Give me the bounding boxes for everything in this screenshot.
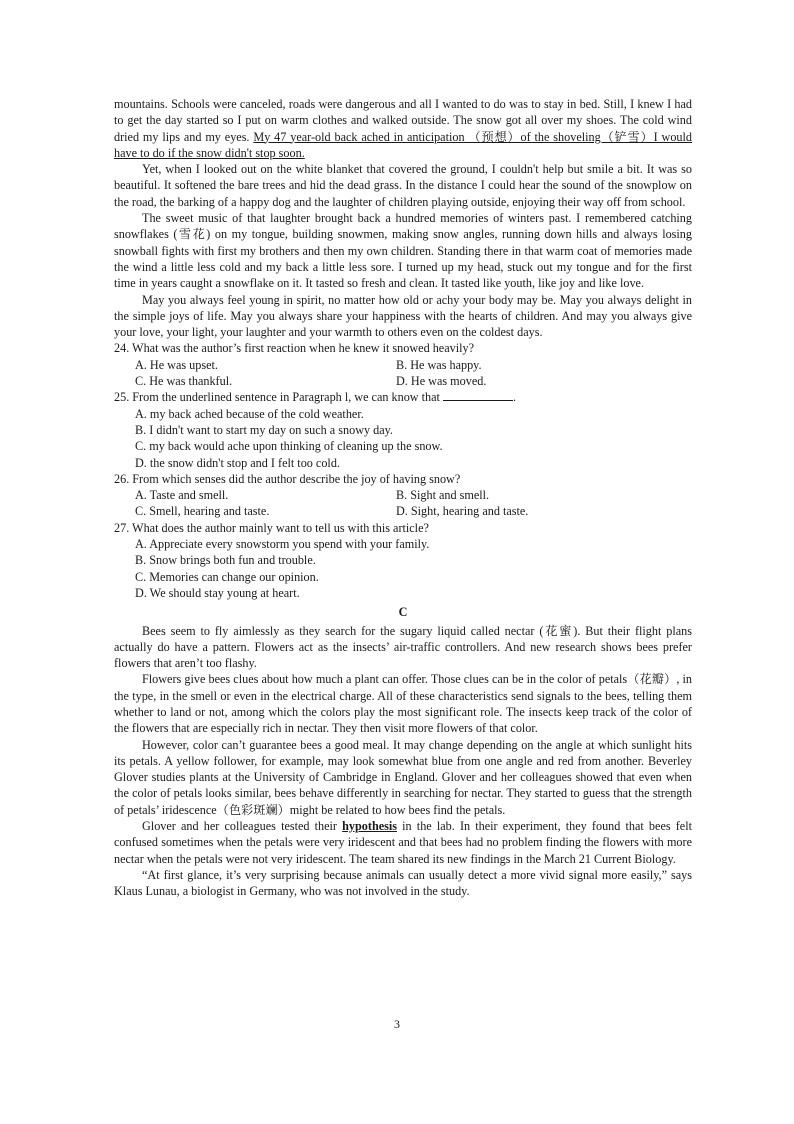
option-d: D. the snow didn't stop and I felt too cold. <box>135 455 340 470</box>
question-25-text: 25. From the underlined sentence in Paragraph l, we can know that <box>114 390 440 405</box>
option-b: B. Snow brings both fun and trouble. <box>135 553 316 568</box>
paragraph-text: Glover and her colleagues tested their <box>142 819 343 834</box>
passage-c-paragraph-5: “At first glance, it’s very surprising because animals can usually detect a more vivid signal more easily,” says Klaus Lunau, a biologist in Germany, who was not involved in the study. <box>114 867 692 899</box>
question-25-text-line: 25. From the underlined sentence in Paragraph l, we can know that . <box>114 390 517 405</box>
option-a: A. Taste and smell. <box>135 488 229 503</box>
option-c: C. Memories can change our opinion. <box>135 569 319 584</box>
option-b: B. I didn't want to start my day on such a snowy day. <box>135 422 393 437</box>
section-heading-c: C <box>398 605 408 620</box>
passage-c-paragraph-3: However, color can’t guarantee bees a good meal. It may change depending on the angle at which sunlight hits its petals. A yellow follower, for example, may look somewhat blue from one angle and red from another. Beverley Glover studies plants at the University of Cambridge in England. Glover and her colleagues showed that even when the color of petals looks similar, bees behave differently in searching for nectar. They started to guess that the strength of petals’ iridescence（色彩斑斓）might be related to how bees find the petals. <box>114 737 692 817</box>
option-d: D. He was moved. <box>396 374 487 389</box>
page-number: 3 <box>394 1017 400 1031</box>
passage-b-paragraph-4: May you always feel young in spirit, no matter how old or achy your body may be. May you always delight in the simple joys of life. May you always share your happiness with the hearts of children. And may you always give your love, your light, your laughter and your warmth to others even on the coldest days. <box>114 292 692 340</box>
option-d: D. We should stay young at heart. <box>135 585 300 600</box>
passage-c-paragraph-1: Bees seem to fly aimlessly as they search for the sugary liquid called nectar (花蜜). But their flight plans actually do have a pattern. Flowers act as the insects’ air-traffic controllers. And new research shows bees prefer flowers that aren’t too flashy. <box>114 623 692 671</box>
hypothesis-word: hypothesis <box>342 819 398 834</box>
question-25 <box>114 389 692 470</box>
question-24 <box>114 340 692 389</box>
option-b: B. He was happy. <box>396 357 482 372</box>
option-a: A. He was upset. <box>135 357 218 372</box>
option-a: A. my back ached because of the cold weather. <box>135 406 364 421</box>
option-c: C. my back would ache upon thinking of cleaning up the snow. <box>135 439 443 454</box>
question-27-text: 27. What does the author mainly want to tell us with this article? <box>114 520 429 535</box>
paragraph-text: in the lab. In their experiment, they found that bees felt confused sometimes when the petals were very iridescent and that bees had no problem finding the flowers with more nectar when the petals were not very iridescent. The team shared its new findings in the March 21 Current Biology. <box>114 819 692 866</box>
underlined-sentence: My 47 year-old back ached in anticipation （预想）of the shoveling（铲雪）I would have to do if the snow didn't stop soon. <box>114 129 692 160</box>
passage-b-paragraph-2: Yet, when I looked out on the white blanket that covered the ground, I couldn't help but smile a bit. It was so beautiful. It softened the bare trees and hid the dead grass. In the distance I could hear the sound of the snowplow on the road, the barking of a happy dog and the laughter of children playing outside, enjoying their way off from school. <box>114 162 692 209</box>
document-page <box>114 96 692 900</box>
passage-b-paragraph-3: The sweet music of that laughter brought back a hundred memories of winters past. I remembered catching snowflakes (雪花) on my tongue, building snowmen, making snow angles, running down hills and always losing snowball fights with first my brothers and then my own children. Standing there in that warm coat of memories made the wind a little less cold and my back a little less sore. I turned up my head, stuck out my tongue and for the first time in years caught a snowflake on it. It tasted so fresh and clean. It tasted like youth, like joy and like love. <box>114 211 692 291</box>
paragraph-text: mountains. Schools were canceled, roads were dangerous and all I wanted to do was to stay in bed. Still, I knew I had to get the day started so I put on warm clothes and walked outside. The snow got all over my shoes. The cold wind dried my lips and my eyes. <box>114 97 692 144</box>
option-c: C. Smell, hearing and taste. <box>135 504 270 519</box>
option-b: B. Sight and smell. <box>396 488 490 503</box>
passage-c-paragraph-4 <box>114 818 692 867</box>
option-a: A. Appreciate every snowstorm you spend with your family. <box>135 537 430 552</box>
passage-c-paragraph-2: Flowers give bees clues about how much a plant can offer. Those clues can be in the color of petals（花瓣）, in the type, in the smell or even in the electrical charge. All of these characteristics send signals to the bees, telling them whether to land or not, among which the colors play the most significant role. The insects keep track of the color of the flowers that are especially rich in nectar. They then visit more flowers of that color. <box>114 672 692 736</box>
question-24-text: 24. What was the author’s first reaction when he knew it snowed heavily? <box>114 341 474 356</box>
option-c: C. He was thankful. <box>135 374 233 389</box>
passage-b-paragraph-1 <box>114 96 692 161</box>
question-26-text: 26. From which senses did the author describe the joy of having snow? <box>114 471 461 486</box>
option-d: D. Sight, hearing and taste. <box>396 504 529 519</box>
question-26 <box>114 471 692 520</box>
question-27 <box>114 520 692 601</box>
answer-blank <box>443 389 513 401</box>
